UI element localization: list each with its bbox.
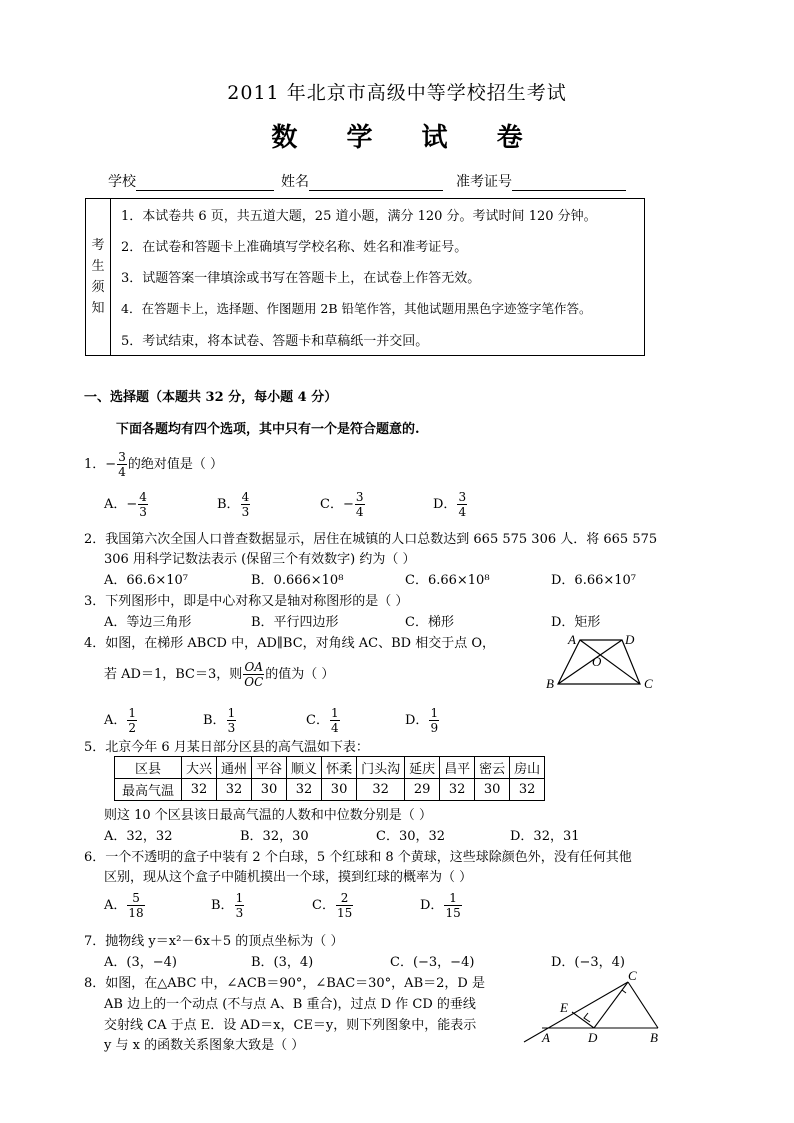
section-heading: 一、选择题（本题共 32 分，每小题 4 分）: [84, 390, 338, 405]
q4-option-b[interactable]: B． $\frac{1}{3}$: [203, 706, 236, 735]
notice-line: 2．在试卷和答题卡上准确填写学校名称、姓名和准考证号。: [111, 230, 645, 261]
table-cell: 32: [182, 779, 217, 801]
label-o: O: [592, 654, 602, 669]
q3-option-c[interactable]: C．梯形: [405, 615, 454, 630]
triangle-figure: [518, 966, 668, 1046]
question-6: 6．一个不透明的盒子中装有 2 个白球，5 个红球和 8 个黄球，这些球除颜色外，没有任何其他: [84, 850, 632, 865]
trapezoid-figure: [540, 628, 660, 698]
q4-option-a[interactable]: A． $\frac{1}{2}$: [104, 706, 137, 735]
q1-option-c[interactable]: C．− $\frac{3}{4}$: [320, 490, 364, 519]
name-blank[interactable]: [309, 176, 443, 191]
table-cell: 32: [510, 779, 545, 801]
question-7: 7．抛物线 y＝x²－6x＋5 的顶点坐标为（ ）: [84, 934, 344, 949]
name-field: 姓名: [281, 171, 443, 191]
ticket-field: 准考证号: [456, 171, 626, 191]
question-4: 4．如图，在梯形 ABCD 中，AD∥BC，对角线 AC、BD 相交于点 O，: [84, 636, 496, 651]
question-3: 3．下列图形中，即是中心对称又是轴对称图形的是（ ）: [84, 594, 409, 609]
q2-option-b[interactable]: B．0.666×10⁸: [251, 573, 344, 588]
label-a: A: [568, 632, 576, 647]
label-e: E: [560, 1000, 568, 1015]
question-2: 2．我国第六次全国人口普查数据显示，居住在城镇的人口总数达到 665 575 306 人．将 665 575: [84, 532, 658, 547]
school-blank[interactable]: [136, 176, 274, 191]
q6-option-a[interactable]: A． $\frac{5}{18}$: [104, 891, 144, 920]
notice-box: [85, 198, 645, 356]
table-cell: 29: [405, 779, 440, 801]
label-b: B: [650, 1030, 658, 1045]
q7-option-b[interactable]: B．(3，4): [251, 955, 314, 970]
label-d: D: [588, 1030, 598, 1045]
q7-option-d[interactable]: D．(−3，4): [551, 955, 626, 970]
table-cell: 30: [322, 779, 357, 801]
q3-option-b[interactable]: B．平行四边形: [251, 615, 339, 630]
q6-option-b[interactable]: B． $\frac{1}{3}$: [211, 891, 244, 920]
fraction: $\frac{3}{4}$: [118, 450, 126, 479]
label-c: C: [644, 676, 653, 691]
q5-option-c[interactable]: C．30，32: [376, 829, 446, 844]
q3-option-a[interactable]: A．等边三角形: [104, 615, 192, 630]
q4-option-d[interactable]: D． $\frac{1}{9}$: [405, 706, 439, 735]
table-cell: 通州: [217, 757, 252, 779]
question-8: 8．如图，在△ABC 中，∠ACB＝90°，∠BAC＝30°，AB＝2，D 是: [84, 976, 485, 991]
table-cell: 大兴: [182, 757, 217, 779]
question-5-cont: 则这 10 个区县该日最高气温的人数和中位数分别是（ ）: [104, 808, 432, 823]
table-cell: 顺义: [287, 757, 322, 779]
exam-title: 2011 年北京市高级中等学校招生考试: [227, 82, 567, 104]
question-8-cont: 交射线 CA 于点 E．设 AD＝x，CE＝y，则下列图象中，能表示: [104, 1018, 477, 1033]
question-2-cont: 306 用科学记数法表示 (保留三个有效数字) 约为（ ）: [104, 552, 416, 567]
notice-line: 3．试题答案一律填涂或书写在答题卡上，在试卷上作答无效。: [111, 261, 645, 292]
q1-option-d[interactable]: D． $\frac{3}{4}$: [433, 490, 467, 519]
exam-subtitle: 数 学 试 卷: [271, 123, 543, 153]
table-cell: 32: [287, 779, 322, 801]
q5-option-b[interactable]: B．32，30: [240, 829, 309, 844]
table-cell: 区县: [115, 757, 182, 779]
q5-option-d[interactable]: D．32，31: [510, 829, 580, 844]
q5-option-a[interactable]: A．32，32: [104, 829, 173, 844]
question-6-cont: 区别，现从这个盒子中随机摸出一个球，摸到红球的概率为（ ）: [104, 870, 473, 885]
q6-option-c[interactable]: C． $\frac{2}{15}$: [312, 891, 353, 920]
school-field: 学校: [108, 171, 274, 191]
q6-option-d[interactable]: D． $\frac{1}{15}$: [420, 891, 461, 920]
notice-line: 4．在答题卡上，选择题、作图题用 2B 铅笔作答，其他试题用黑色字迹签字笔作答。: [111, 293, 645, 324]
question-8-cont: y 与 x 的函数关系图象大致是（ ）: [104, 1038, 305, 1053]
q3-option-d[interactable]: D．矩形: [551, 615, 601, 630]
question-8-cont: AB 边上的一个动点 (不与点 A、B 重合)，过点 D 作 CD 的垂线: [104, 997, 476, 1012]
table-cell: 32: [440, 779, 475, 801]
question-5: 5．北京今年 6 月某日部分区县的高气温如下表：: [84, 740, 369, 755]
q2-option-c[interactable]: C．6.66×10⁸: [405, 573, 490, 588]
table-cell: 30: [475, 779, 510, 801]
table-row: [115, 779, 545, 801]
table-cell: 房山: [510, 757, 545, 779]
notice-line: 1．本试卷共 6 页，共五道大题，25 道小题，满分 120 分。考试时间 120 分钟。: [111, 199, 645, 231]
q2-option-a[interactable]: A．66.6×10⁷: [104, 573, 188, 588]
q4-option-c[interactable]: C． $\frac{1}{4}$: [306, 706, 339, 735]
q2-option-d[interactable]: D．6.66×10⁷: [551, 573, 637, 588]
table-cell: 昌平: [440, 757, 475, 779]
table-cell: 30: [252, 779, 287, 801]
section-intro: 下面各题均有四个选项，其中只有一个是符合题意的.: [116, 422, 420, 437]
table-cell: 怀柔: [322, 757, 357, 779]
notice-label: 考 生 须 知: [86, 199, 111, 356]
q1-option-a[interactable]: A．− $\frac{4}{3}$: [104, 490, 147, 519]
label-b: B: [546, 676, 554, 691]
ticket-blank[interactable]: [512, 176, 626, 191]
label-a: A: [542, 1030, 550, 1045]
temperature-table: [114, 756, 545, 801]
question-1: 1．− $\frac{3}{4}$ 的绝对值是（ ）: [84, 450, 223, 479]
table-cell: 32: [357, 779, 405, 801]
table-cell: 门头沟: [357, 757, 405, 779]
question-4-cont: 若 AD＝1，BC＝3，则 $\frac{OA}{OC}$ 的值为（ ）: [104, 660, 335, 689]
notice-line: 5．考试结束，将本试卷、答题卡和草稿纸一并交回。: [111, 324, 645, 356]
table-cell: 32: [217, 779, 252, 801]
table-cell: 平谷: [252, 757, 287, 779]
table-cell: 密云: [475, 757, 510, 779]
table-cell: 最高气温: [115, 779, 182, 801]
q1-option-b[interactable]: B． $\frac{4}{3}$: [217, 490, 250, 519]
label-c: C: [628, 968, 637, 983]
table-header-row: [115, 757, 545, 779]
table-cell: 延庆: [405, 757, 440, 779]
label-d: D: [625, 632, 635, 647]
q7-option-a[interactable]: A．(3，−4): [104, 955, 177, 970]
q7-option-c[interactable]: C．(−3，−4): [390, 955, 475, 970]
